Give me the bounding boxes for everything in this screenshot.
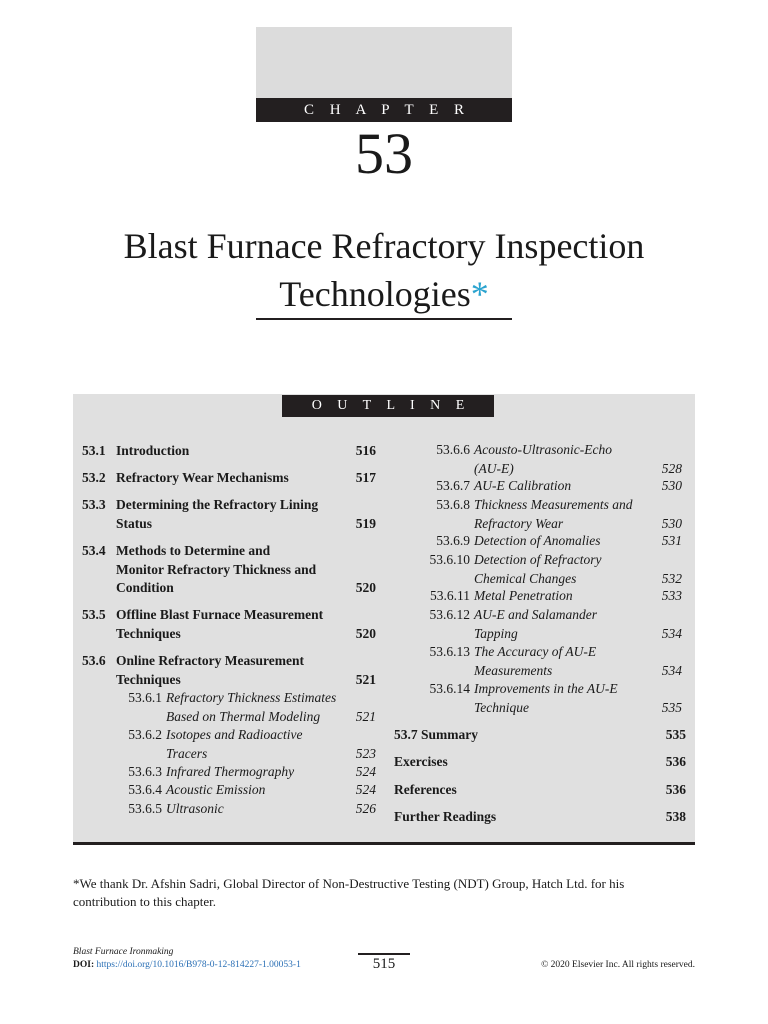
toc-subentry-number: 53.6.7 (436, 478, 470, 493)
toc-subentry-title-line: Technique (474, 699, 529, 715)
toc-entry-title (116, 542, 336, 598)
toc-entry-title (116, 652, 336, 689)
toc-subentry-page: 535 (661, 699, 682, 715)
toc-subentry-number: 53.6.1 (128, 690, 162, 705)
toc-subentry-page: 533 (661, 588, 682, 603)
toc-entry-title: 53.7 Summary (394, 727, 478, 742)
toc-subentry-title-line: Infrared Thermography (166, 764, 295, 779)
toc-entry-number: 53.4 (82, 543, 106, 558)
footnote-line2: contribution to this chapter. (73, 894, 216, 909)
toc-entry-title-line: Methods to Determine and (116, 543, 271, 558)
toc-entry-page: 516 (355, 443, 376, 458)
toc-subentry-number: 53.6.11 (430, 588, 470, 603)
toc-entry-title: References (394, 782, 457, 797)
toc-subentry-title (474, 477, 571, 496)
footer-book-title: Blast Furnace Ironmaking (73, 947, 174, 957)
toc-subentry-title-line: Detection of Refractory (474, 552, 602, 567)
toc-subentry-number: 53.6.3 (128, 764, 162, 779)
toc-subentry-title-line: Refractory Thickness Estimates (166, 690, 337, 705)
toc-subentry-title-line: AU-E Calibration (474, 478, 572, 493)
chapter-label: C H A P T E R (256, 98, 512, 122)
toc-subentry-page: 534 (661, 662, 682, 678)
footnote (73, 875, 695, 911)
toc-subentry-page: 526 (355, 801, 376, 816)
toc-entry-number: 53.6 (82, 653, 106, 668)
toc-subentry-title-line: Thickness Measurements and (474, 497, 633, 512)
toc-entry-page: 536 (665, 782, 686, 797)
toc-entry-number: 53.1 (82, 443, 106, 458)
toc-entry-title-line: Refractory Wear Mechanisms (116, 470, 289, 485)
toc-entry-title-line: Online Refractory Measurement (116, 653, 304, 668)
toc-subentry-title (474, 643, 596, 680)
toc-subentry-title-line: (AU-E) (474, 460, 514, 476)
toc-entry-title-line: Techniques (116, 671, 181, 687)
toc-subentry-title-line: Based on Thermal Modeling (166, 708, 321, 724)
toc-entry-title (116, 606, 336, 643)
toc-subentry-number: 53.6.13 (429, 644, 470, 659)
toc-subentry-title-line: AU-E and Salamander (474, 607, 597, 622)
doi-label: DOI: (73, 960, 95, 970)
toc-subentry-title-line: Acousto-Ultrasonic-Echo (474, 442, 612, 457)
toc-subentry-title (474, 532, 600, 551)
toc-subentry-title (474, 606, 597, 643)
toc-subentry-title-line: Ultrasonic (166, 801, 224, 816)
toc-subentry-number: 53.6.12 (429, 607, 470, 622)
toc-entry-number: 53.5 (82, 607, 106, 622)
toc-subentry-title (474, 496, 632, 533)
toc-subentry-title (166, 763, 294, 782)
chapter-title-line2 (0, 270, 768, 318)
toc-subentry-page: 528 (661, 460, 682, 476)
toc-subentry-title (474, 587, 573, 606)
toc-subentry-number: 53.6.2 (128, 727, 162, 742)
toc-subentry-page: 531 (661, 533, 682, 548)
toc-subentry-page: 532 (661, 570, 682, 586)
toc-entry-page: 520 (355, 580, 376, 595)
toc-subentry-number: 53.6.8 (436, 497, 470, 512)
toc-subentry-title (166, 689, 336, 726)
toc-subentry-number: 53.6.14 (429, 681, 470, 696)
toc-subentry-number: 53.6.6 (436, 442, 470, 457)
toc-subentry-title-line: Detection of Anomalies (474, 533, 601, 548)
toc-entry-title (116, 469, 336, 488)
toc-entry-title: Further Readings (394, 809, 497, 824)
toc-subentry-title-line: The Accuracy of AU-E (474, 644, 597, 659)
doi-link[interactable]: https://doi.org/10.1016/B978-0-12-814227-1.00053-1 (96, 960, 301, 970)
toc-entry-page: 535 (665, 727, 686, 742)
toc-subentry-page: 524 (355, 782, 376, 797)
toc-subentry-title-line: Chemical Changes (474, 570, 577, 586)
toc-subentry-title (166, 726, 302, 763)
footnote-asterisk-link[interactable]: * (470, 274, 489, 314)
toc-subentry-title-line: Tapping (474, 625, 518, 641)
toc-entry-number: 53.2 (82, 470, 106, 485)
toc-entry-title: Exercises (394, 754, 448, 769)
toc-entry-page: 519 (355, 515, 376, 531)
toc-entry-title-line: Techniques (116, 625, 181, 641)
toc-subentry-page: 524 (355, 764, 376, 779)
toc-entry-page: 538 (665, 809, 686, 824)
toc-subentry-title-line: Metal Penetration (474, 588, 573, 603)
toc-entry-title-line: Determining the Refractory Lining (116, 497, 319, 512)
toc-subentry-title (474, 680, 618, 717)
toc-entry-title-line: Status (116, 515, 153, 531)
toc-entry-title (116, 442, 336, 461)
toc-subentry-page: 534 (661, 625, 682, 641)
toc-subentry-page: 523 (355, 745, 376, 761)
toc-subentry-title (474, 551, 601, 588)
chapter-number: 53 (355, 121, 413, 186)
toc-entry-title (116, 496, 336, 533)
toc-entry-title-line: Condition (116, 580, 174, 595)
outline-label: O U T L I N E (282, 395, 494, 417)
toc-entry-title-line: Monitor Refractory Thickness and (116, 561, 317, 577)
toc-subentry-title-line: Acoustic Emission (166, 782, 266, 797)
title-rule (256, 318, 512, 320)
toc-entry-number: 53.3 (82, 497, 106, 512)
toc-subentry-title-line: Measurements (474, 662, 553, 678)
toc-subentry-title-line: Tracers (166, 745, 208, 761)
chapter-title-line2-text: Technologies (279, 274, 471, 314)
toc-subentry-title-line: Improvements in the AU-E (474, 681, 618, 696)
toc-subentry-title-line: Isotopes and Radioactive (166, 727, 303, 742)
toc-subentry-title (166, 800, 224, 819)
footnote-line1: *We thank Dr. Afshin Sadri, Global Director of Non-Destructive Testing (NDT) Group, Hatch Ltd. for his (73, 876, 625, 891)
toc-entry-page: 517 (355, 470, 376, 485)
toc-subentry-title-line: Refractory Wear (474, 515, 564, 531)
toc-subentry-page: 530 (661, 478, 682, 493)
toc-entry-page: 520 (355, 625, 376, 641)
toc-subentry-number: 53.6.9 (436, 533, 470, 548)
toc-subentry-number: 53.6.4 (128, 782, 162, 797)
toc-subentry-page: 521 (355, 708, 376, 724)
chapter-title-line1: Blast Furnace Refractory Inspection (123, 226, 645, 266)
toc-subentry-number: 53.6.10 (429, 552, 470, 567)
page-number: 515 (372, 956, 396, 972)
copyright: © 2020 Elsevier Inc. All rights reserved. (541, 960, 695, 970)
toc-entry-title-line: Introduction (116, 443, 190, 458)
toc-entry-page: 536 (665, 754, 686, 769)
toc-entry-page: 521 (355, 671, 376, 687)
chapter-title (0, 222, 768, 318)
footer-doi (73, 960, 301, 970)
toc-entry-title-line: Offline Blast Furnace Measurement (116, 607, 324, 622)
toc-subentry-number: 53.6.5 (128, 801, 162, 816)
toc-subentry-title (474, 441, 612, 478)
toc-subentry-title (166, 781, 265, 800)
chapter-header-box (256, 27, 512, 98)
toc-subentry-page: 530 (661, 515, 682, 531)
